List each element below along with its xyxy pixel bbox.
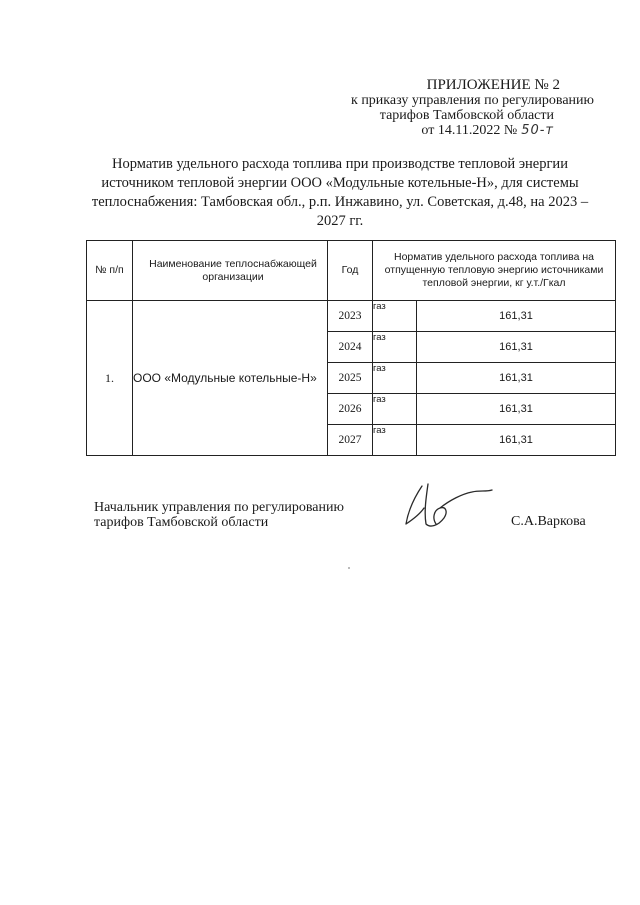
appendix-date: от 14.11.2022 № — [421, 123, 518, 138]
fuel-cell: газ — [373, 425, 417, 456]
fuel-cell: газ — [373, 301, 417, 332]
year-cell: 2025 — [328, 363, 373, 394]
fuel-cell: газ — [373, 363, 417, 394]
fuel-cell: газ — [373, 394, 417, 425]
table-header-row — [87, 241, 616, 301]
header-norm: Норматив удельного расхода топлива на отпущенную тепловую энергию источниками тепловой энергии, кг у.т./Гкал — [373, 241, 616, 301]
appendix-heading: ПРИЛОЖЕНИЕ № 2 — [426, 77, 560, 93]
norm-value-cell: 161,31 — [417, 332, 616, 363]
table-row — [87, 301, 616, 332]
signer-name: С.А.Варкова — [511, 514, 586, 529]
norm-value-cell: 161,31 — [417, 425, 616, 456]
appendix-order-line: к приказу управления по регулированию — [351, 93, 594, 108]
header-org-label: Наименование теплоснабжающей организации — [149, 257, 317, 283]
year-cell: 2027 — [328, 425, 373, 456]
handwritten-signature — [400, 478, 500, 540]
norm-value-cell: 161,31 — [417, 363, 616, 394]
header-year: Год — [328, 241, 373, 301]
header-org — [133, 241, 328, 301]
header-index: № п/п — [87, 241, 133, 301]
handwritten-order-number: 50-т — [521, 123, 554, 138]
org-name: ООО «Модульные котельные-Н» — [133, 301, 328, 456]
document-title: Норматив удельного расхода топлива при производстве тепловой энергии источником тепловой энергии ООО «Модульные котельные-Н», для системы теплоснабжения: Тамбовская обл., р.п. Инжавино, ул. Советская, д.48, на 2023 – 2027 гг. — [91, 156, 589, 229]
norm-table — [86, 240, 616, 456]
norm-value-cell: 161,31 — [417, 394, 616, 425]
appendix-date-line — [351, 123, 554, 138]
appendix-header — [351, 78, 594, 138]
year-cell: 2023 — [328, 301, 373, 332]
fuel-cell: газ — [373, 332, 417, 363]
signer-position-line1: Начальник управления по регулированию — [94, 500, 344, 515]
appendix-authority-line: тарифов Тамбовской области — [379, 108, 554, 123]
signer-position — [94, 500, 344, 530]
scan-speck — [348, 567, 350, 569]
signer-position-line2: тарифов Тамбовской области — [94, 515, 269, 530]
row-index: 1. — [87, 301, 133, 456]
norm-value-cell: 161,31 — [417, 301, 616, 332]
year-cell: 2026 — [328, 394, 373, 425]
year-cell: 2024 — [328, 332, 373, 363]
